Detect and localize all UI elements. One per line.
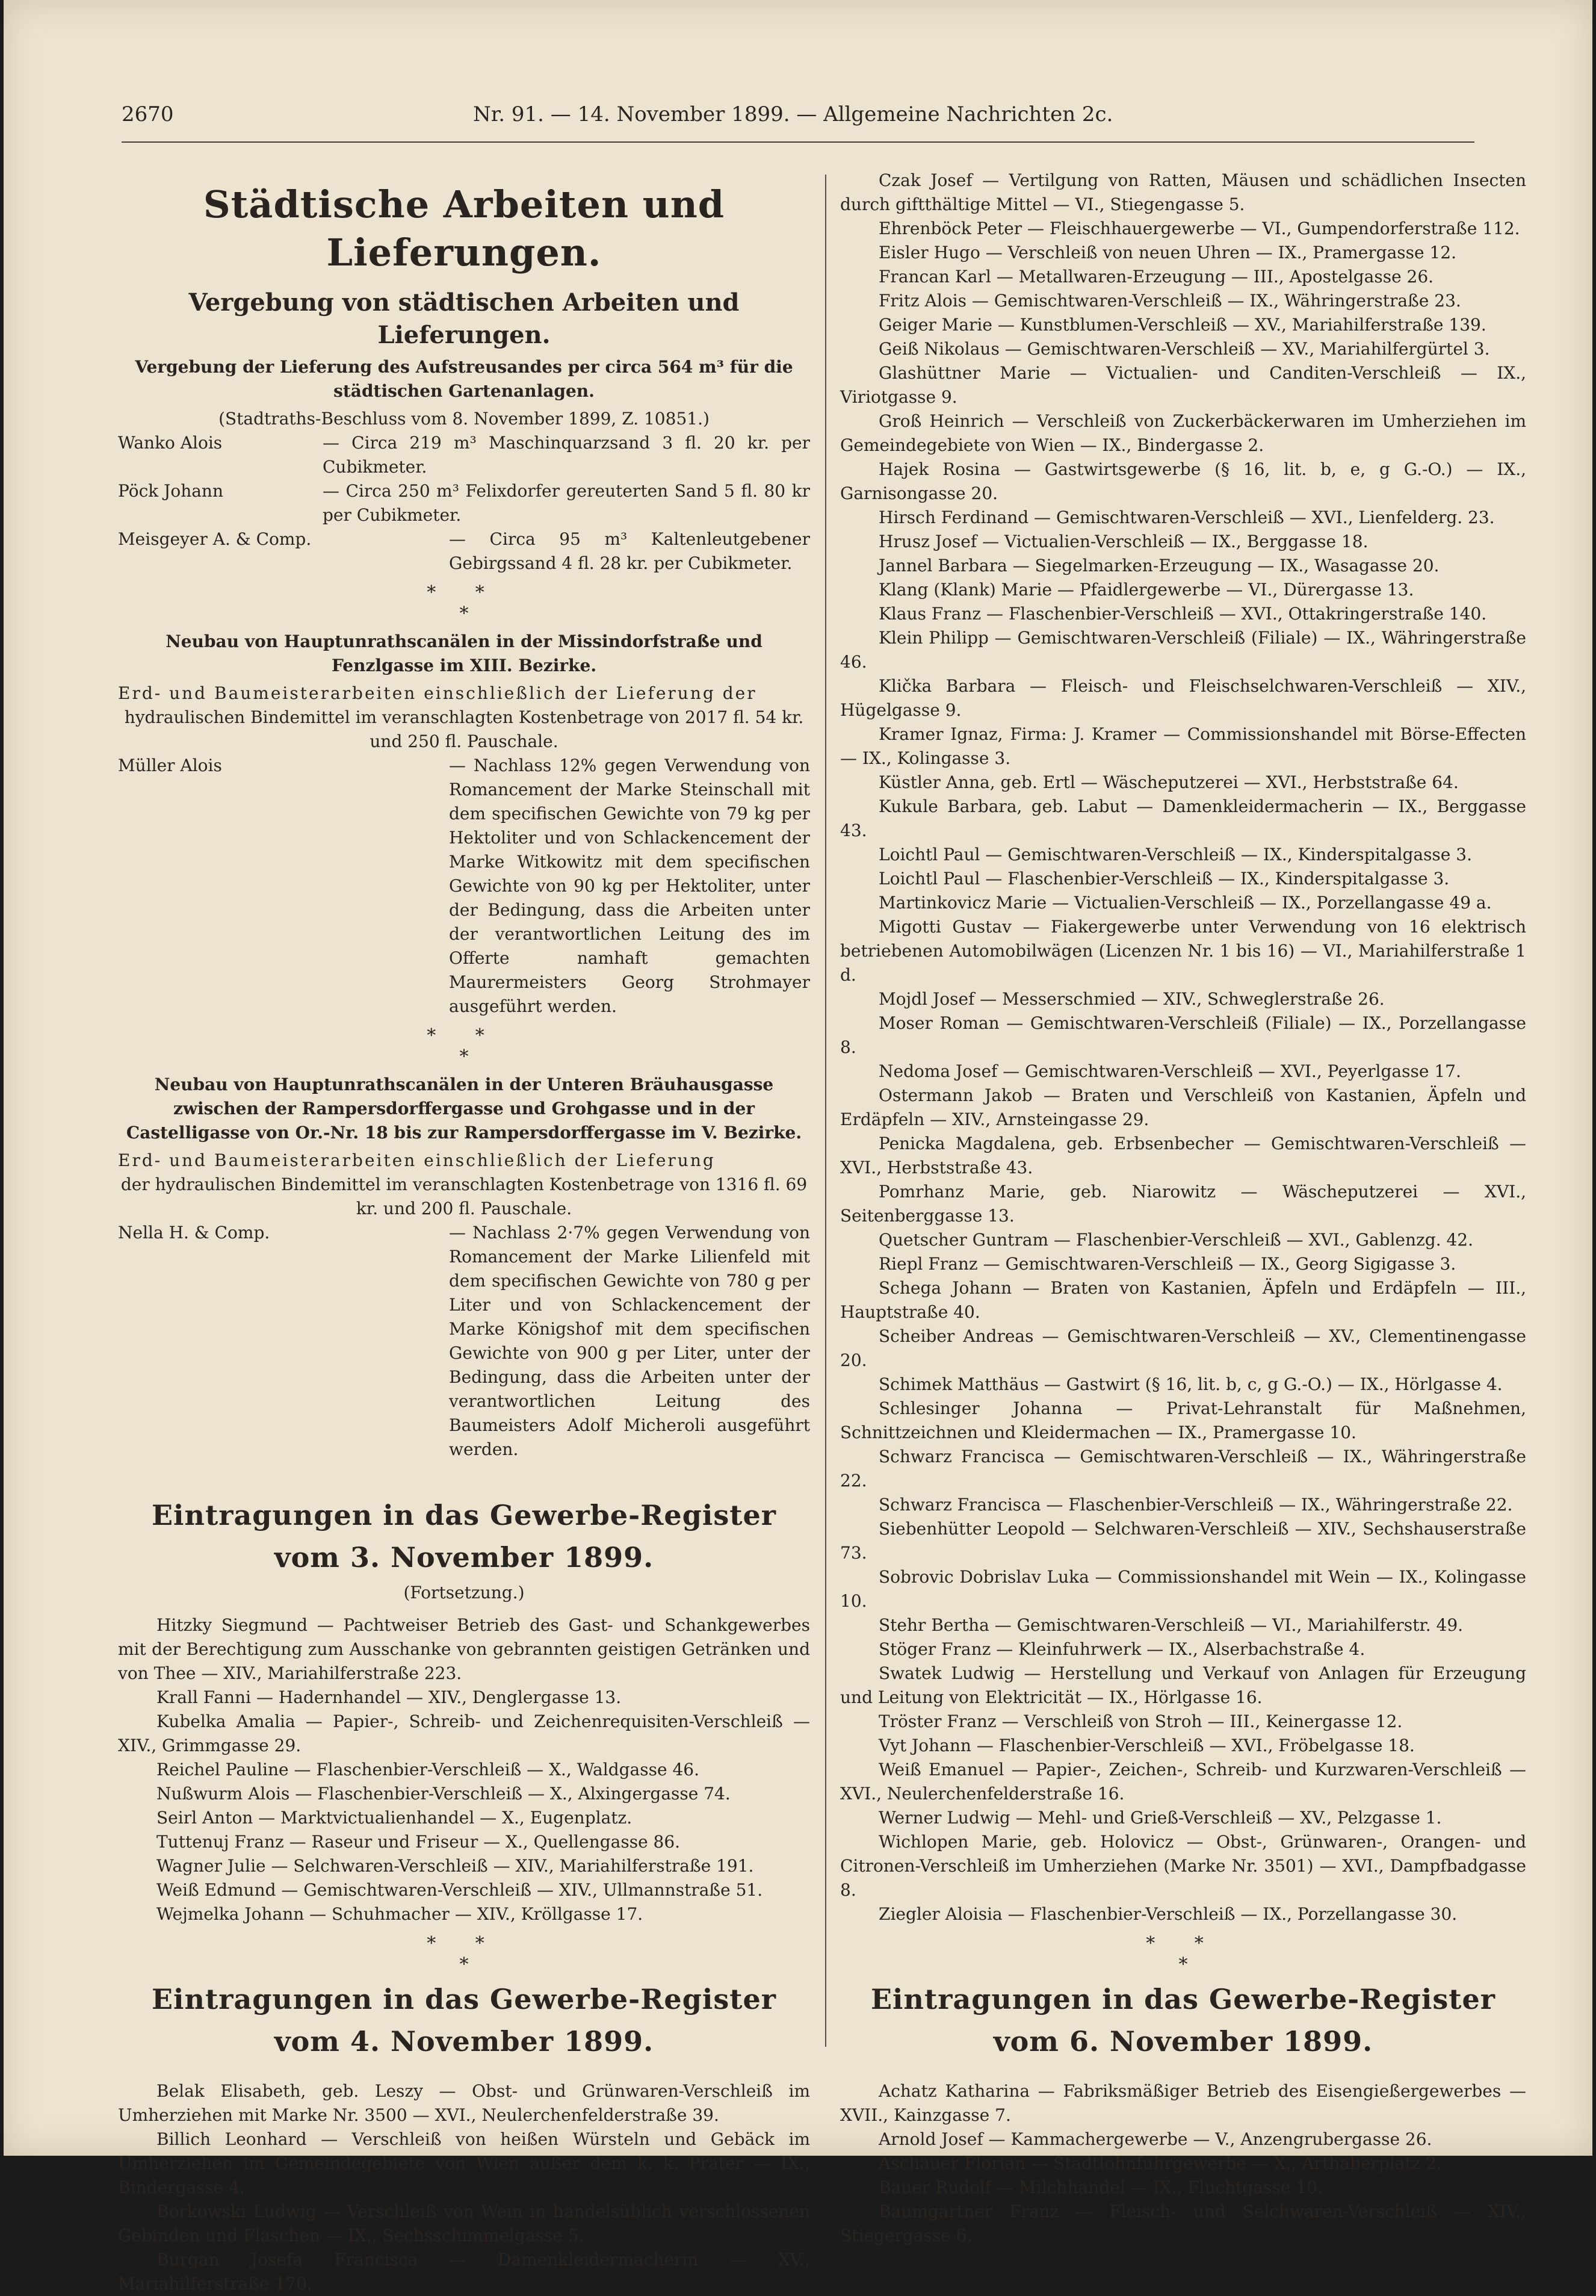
register-entry: Seirl Anton — Marktvictualienhandel — X., Eugenplatz. (156, 1808, 633, 1828)
separator-star: * (459, 603, 469, 624)
register-entry: Achatz Katharina — Fabriksmäßiger Betrieb des Eisengießergewerbes — XVII., Kainzgasse 7. (840, 2081, 1526, 2125)
register-entry: Billich Leonhard — Verschleiß von heißen Würsteln und Gebäck im Umherziehen im Gemeindegebiete von Wien außer dem k. k. Prater — IX., Bindergasse 4. (118, 2129, 810, 2197)
main-title: Städtische Arbeiten und Lieferungen. (203, 182, 725, 275)
register-date: vom 4. November 1899. (274, 2025, 654, 2058)
column-divider (825, 175, 826, 2047)
register-entry: Geiß Nikolaus — Gemischtwaren-Verschleiß — XV., Mariahilfergürtel 3. (879, 339, 1490, 359)
register-date: vom 3. November 1899. (274, 1541, 654, 1574)
register-entry: Arnold Josef — Kammachergewerbe — V., Anzengrubergasse 26. (879, 2129, 1432, 2149)
register-entry: Fritz Alois — Gemischtwaren-Verschleiß — IX., Währingerstraße 23. (879, 291, 1461, 311)
register-title: Eintragungen in das Gewerbe-Register (152, 1983, 776, 2015)
award-entry (118, 479, 810, 527)
header-rule (122, 141, 1474, 143)
register-entry: Schlesinger Johanna — Privat-Lehranstalt für Maßnehmen, Schnittzeichnen und Kleidermachen — IX., Pramergasse 10. (840, 1398, 1526, 1442)
register-entry: Schega Johann — Braten von Kastanien, Äpfeln und Erdäpfeln — III., Hauptstraße 40. (840, 1278, 1526, 1322)
register-entry: Ziegler Aloisia — Flaschenbier-Verschleiß — IX., Porzellangasse 30. (879, 1904, 1458, 1924)
register-entry: Czak Josef — Vertilgung von Ratten, Mäusen und schädlichen Insecten durch giftthältige Mittel — VI., Stiegengasse 5. (840, 170, 1526, 214)
register-entry: Kubelka Amalia — Papier-, Schreib- und Zeichenrequisiten-Verschleiß — XIV., Grimmgasse 29. (118, 1711, 810, 1755)
register-entry: Nußwurm Alois — Flaschenbier-Verschleiß — X., Alxingergasse 74. (156, 1784, 731, 1804)
register-entry: Klein Philipp — Gemischtwaren-Verschleiß (Filiale) — IX., Währingerstraße 46. (840, 628, 1526, 672)
sand-heading: Vergebung der Lieferung des Aufstreusandes per circa 564 m³ für die städtischen Gartenanlagen. (135, 357, 793, 401)
register-entry: Klička Barbara — Fleisch- und Fleischselchwaren-Verschleiß — XIV., Hügelgasse 9. (840, 676, 1526, 720)
register-entry: Mojdl Josef — Messerschmied — XIV., Schweglerstraße 26. (879, 989, 1385, 1009)
separator-stars: * * (427, 1933, 501, 1954)
issue-header: Nr. 91. — 14. November 1899. — Allgemeine Nachrichten 2c. (473, 102, 1113, 126)
register-entry: Schimek Matthäus — Gastwirt (§ 16, lit. b, c, g G.-O.) — IX., Hörlgasse 4. (879, 1374, 1503, 1394)
register-entry: Klang (Klank) Marie — Pfaidlergewerbe — VI., Dürergasse 13. (879, 580, 1414, 600)
award-detail: — Circa 219 m³ Maschinquarzsand 3 fl. 20 kr. per Cubikmeter. (323, 433, 810, 477)
register-entry: Kukule Barbara, geb. Labut — Damenkleidermacherin — IX., Berggasse 43. (840, 796, 1526, 840)
register-entry: Stehr Bertha — Gemischtwaren-Verschleiß — VI., Mariahilferstr. 49. (879, 1615, 1464, 1635)
register-entry: Siebenhütter Leopold — Selchwaren-Verschleiß — XIV., Sechshauserstraße 73. (840, 1519, 1526, 1563)
register-entry: Sobrovic Dobrislav Luka — Commissionshandel mit Wein — IX., Kolingasse 10. (840, 1567, 1526, 1611)
register-entry: Martinkovicz Marie — Victualien-Verschleiß — IX., Porzellangasse 49 a. (879, 893, 1492, 913)
award-name: Müller Alois (118, 756, 222, 775)
register-entry: Glashüttner Marie — Victualien- und Canditen-Verschleiß — IX., Viriotgasse 9. (840, 363, 1526, 407)
separator-stars: * * (427, 582, 501, 603)
award-entry (118, 1221, 810, 1462)
register-entry: Wagner Julie — Selchwaren-Verschleiß — XIV., Mariahilferstraße 191. (156, 1856, 754, 1876)
award-detail: — Nachlass 12% gegen Verwendung von Romancement der Marke Steinschall mit dem specifischen Gewichte von 79 kg per Hektoliter und von Schlackencement der Marke Witkowitz mit dem specifischen Gewichte von 90 kg per Hektoliter, unter der Bedingung, dass die Arbeiten unter der verantwortlichen Leitung des im Offerte namhaft gemachten Maurermeisters Georg Strohmayer ausgeführt werden. (449, 756, 810, 1016)
award-entry (118, 527, 810, 576)
register-entry: Tröster Franz — Verschleiß von Stroh — III., Keinergasse 12. (879, 1711, 1403, 1731)
project-scope-cont: der hydraulischen Bindemittel im veranschlagten Kostenbetrage von 1316 fl. 69 kr. und 200 fl. Pauschale. (120, 1174, 808, 1218)
separator-star: * (459, 1954, 469, 1975)
register-entry: Eisler Hugo — Verschleiß von neuen Uhren — IX., Pramergasse 12. (879, 243, 1457, 262)
register-entry: Francan Karl — Metallwaren-Erzeugung — III., Apostelgasse 26. (879, 267, 1434, 287)
register-entry: Aschauer Florian — Stadtlohnfuhrgewerbe — X., Arthaberplatz 2. (879, 2153, 1442, 2173)
register-entry: Kramer Ignaz, Firma: J. Kramer — Commissionshandel mit Börse-Effecten — IX., Kolingasse 3. (840, 724, 1526, 768)
register-entry: Penicka Magdalena, geb. Erbsenbecher — Gemischtwaren-Verschleiß — XVI., Herbststraße 43. (840, 1134, 1526, 1177)
register-title: Eintragungen in das Gewerbe-Register (871, 1983, 1495, 2015)
register-entry: Geiger Marie — Kunstblumen-Verschleiß — XV., Mariahilferstraße 139. (879, 315, 1486, 335)
register-entry: Swatek Ludwig — Herstellung und Verkauf von Anlagen für Erzeugung und Leitung von Elektricität — IX., Hörlgasse 16. (840, 1663, 1526, 1707)
project-scope-cont: hydraulischen Bindemittel im veranschlagten Kostenbetrage von 2017 fl. 54 kr. und 250 fl. Pauschale. (124, 707, 804, 751)
award-detail: — Circa 95 m³ Kaltenleutgebener Gebirgssand 4 fl. 28 kr. per Cubikmeter. (449, 529, 810, 573)
spacer (118, 1462, 810, 1492)
award-detail: — Circa 250 m³ Felixdorfer gereuterten Sand 5 fl. 80 kr per Cubikmeter. (323, 481, 810, 525)
award-name: Nella H. & Comp. (118, 1223, 270, 1243)
register-entry: Reichel Pauline — Flaschenbier-Verschleiß — X., Waldgasse 46. (156, 1760, 699, 1779)
register-entry: Wejmelka Johann — Schuhmacher — XIV., Kröllgasse 17. (156, 1904, 643, 1924)
award-name: Meisgeyer A. & Comp. (118, 529, 312, 549)
register-entry: Burgan Josefa Francisca — Damenkleidermacherin — XV., Mariahilferstraße 170. (118, 2250, 810, 2294)
continuation-note: (Fortsetzung.) (403, 1583, 525, 1603)
page-number: 2670 (122, 102, 174, 126)
register-entry: Weiß Emanuel — Papier-, Zeichen-, Schreib- und Kurzwaren-Verschleiß — XVI., Neulerchenfelderstraße 16. (840, 1760, 1526, 1804)
register-entry: Weiß Edmund — Gemischtwaren-Verschleiß — XIV., Ullmannstraße 51. (156, 1880, 763, 1900)
register-entry: Krall Fanni — Hadernhandel — XIV., Denglergasse 13. (156, 1687, 622, 1707)
register-entry: Vyt Johann — Flaschenbier-Verschleiß — XVI., Fröbelgasse 18. (879, 1736, 1415, 1755)
register-date: vom 6. November 1899. (993, 2025, 1373, 2058)
register-entry: Ostermann Jakob — Braten und Verschleiß von Kastanien, Äpfeln und Erdäpfeln — XIV., Arnsteingasse 29. (840, 1085, 1526, 1129)
register-entry: Moser Roman — Gemischtwaren-Verschleiß (Filiale) — IX., Porzellangasse 8. (840, 1013, 1526, 1057)
separator-stars: * * (427, 1025, 501, 1046)
spacer (118, 2065, 810, 2079)
register-entry: Loichtl Paul — Gemischtwaren-Verschleiß — IX., Kinderspitalgasse 3. (879, 845, 1472, 864)
award-name: Pöck Johann (118, 481, 223, 501)
register-entry: Tuttenuj Franz — Raseur und Friseur — X., Quellengasse 86. (156, 1832, 681, 1852)
right-column (840, 169, 1526, 2248)
register-entry: Scheiber Andreas — Gemischtwaren-Verschleiß — XV., Clementinengasse 20. (840, 1326, 1526, 1370)
register-entry: Borkowski Ludwig — Verschleiß von Wein in handelsüblich verschlossenen Gebinden und Flaschen — IX., Sechsschimmelgasse 5. (118, 2201, 810, 2245)
project-scope: Erd- und Baumeisterarbeiten einschließlich der Lieferung der (118, 683, 757, 703)
separator-star: * (459, 1046, 469, 1067)
register-entry: Hrusz Josef — Victualien-Verschleiß — IX., Berggasse 18. (879, 532, 1369, 551)
project-scope: Erd- und Baumeisterarbeiten einschließlich der Lieferung (118, 1150, 716, 1170)
register-entry: Pomrhanz Marie, geb. Niarowitz — Wäscheputzerei — XVI., Seitenberggasse 13. (840, 1182, 1526, 1226)
project-heading: Neubau von Hauptunrathscanälen in der Missindorfstraße und Fenzlgasse im XIII. Bezirke. (165, 631, 762, 675)
register-entry: Jannel Barbara — Siegelmarken-Erzeugung — IX., Wasagasse 20. (879, 556, 1440, 576)
left-column (118, 169, 810, 2296)
award-detail: — Nachlass 2·7% gegen Verwendung von Romancement der Marke Lilienfeld mit dem specifischen Gewichte von 780 g per Liter und von Schlackencement der Marke Königshof mit dem specifischen Gewichte von 900 g per Liter, unter der Bedingung, dass die Arbeiten unter der verantwortlichen Leitung des Baumeisters Adolf Micheroli ausgeführt werden. (449, 1223, 810, 1459)
register-entry: Baumgartner Franz — Fleisch- und Selchwaren-Verschleiß — XIV., Stiegergasse 6. (840, 2201, 1526, 2245)
register-entry: Hajek Rosina — Gastwirtsgewerbe (§ 16, lit. b, e, g G.-O.) — IX., Garnisongasse 20. (840, 459, 1526, 503)
award-name: Wanko Alois (118, 433, 223, 453)
register-entry: Loichtl Paul — Flaschenbier-Verschleiß — IX., Kinderspitalgasse 3. (879, 869, 1450, 889)
register-entry: Schwarz Francisca — Gemischtwaren-Verschleiß — IX., Währingerstraße 22. (840, 1447, 1526, 1491)
separator-star: * (1178, 1954, 1188, 1975)
register-entry: Groß Heinrich — Verschleiß von Zuckerbäckerwaren im Umherziehen im Gemeindegebiete von Wien — IX., Bindergasse 2. (840, 411, 1526, 455)
register-entry: Riepl Franz — Gemischtwaren-Verschleiß — IX., Georg Sigigasse 3. (879, 1254, 1456, 1274)
register-entry: Nedoma Josef — Gemischtwaren-Verschleiß — XVI., Peyerlgasse 17. (879, 1061, 1461, 1081)
register-entry: Werner Ludwig — Mehl- und Grieß-Verschleiß — XV., Pelzgasse 1. (879, 1808, 1442, 1828)
register-entry: Hitzky Siegmund — Pachtweiser Betrieb des Gast- und Schankgewerbes mit der Berechtigung zum Ausschanke von gebrannten geistigen Getränken und von Thee — XIV., Mariahilferstraße 223. (118, 1615, 810, 1683)
register-entry: Schwarz Francisca — Flaschenbier-Verschleiß — IX., Währingerstraße 22. (879, 1495, 1513, 1515)
separator-stars: * * (1146, 1933, 1220, 1954)
register-entry: Migotti Gustav — Fiakergewerbe unter Verwendung von 16 elektrisch betriebenen Automobilwägen (Licenzen Nr. 1 bis 16) — VI., Mariahilferstraße 1 d. (840, 917, 1526, 985)
register-entry: Klaus Franz — Flaschenbier-Verschleiß — XVI., Ottakringerstraße 140. (879, 604, 1487, 624)
newspaper-page (4, 0, 1592, 2294)
sand-decree: (Stadtraths-Beschluss vom 8. November 1899, Z. 10851.) (218, 409, 710, 429)
register-title: Eintragungen in das Gewerbe-Register (152, 1499, 776, 1531)
spacer (840, 2065, 1526, 2079)
project-heading: Neubau von Hauptunrathscanälen in der Unteren Bräuhausgasse zwischen der Rampersdorffergasse und Grohgasse und in der Castelligasse von Or.-Nr. 18 bis zur Rampersdorffergasse im V. Bezirke. (126, 1075, 802, 1143)
register-entry: Wichlopen Marie, geb. Holovicz — Obst-, Grünwaren-, Orangen- und Citronen-Verschleiß im Umherziehen (Marke Nr. 3501) — XVI., Dampfbadgasse 8. (840, 1832, 1526, 1900)
section-subtitle: Vergebung von städtischen Arbeiten und Lieferungen. (188, 288, 740, 349)
register-entry: Belak Elisabeth, geb. Leszy — Obst- und Grünwaren-Verschleiß im Umherziehen mit Marke Nr. 3500 — XVI., Neulerchenfelderstraße 39. (118, 2081, 810, 2125)
award-entry (118, 431, 810, 479)
register-entry: Bauer Rudolf — Milchhandel — IX., Fluchtgasse 10. (879, 2177, 1323, 2197)
register-entry: Ehrenböck Peter — Fleischhauergewerbe — VI., Gumpendorferstraße 112. (879, 219, 1520, 238)
register-entry: Hirsch Ferdinand — Gemischtwaren-Verschleiß — XVI., Lienfelderg. 23. (879, 507, 1495, 527)
register-entry: Quetscher Guntram — Flaschenbier-Verschleiß — XVI., Gablenzg. 42. (879, 1230, 1474, 1250)
register-entry: Stöger Franz — Kleinfuhrwerk — IX., Alserbachstraße 4. (879, 1639, 1366, 1659)
award-entry (118, 754, 810, 1019)
register-entry: Küstler Anna, geb. Ertl — Wäscheputzerei — XVI., Herbststraße 64. (879, 772, 1459, 792)
